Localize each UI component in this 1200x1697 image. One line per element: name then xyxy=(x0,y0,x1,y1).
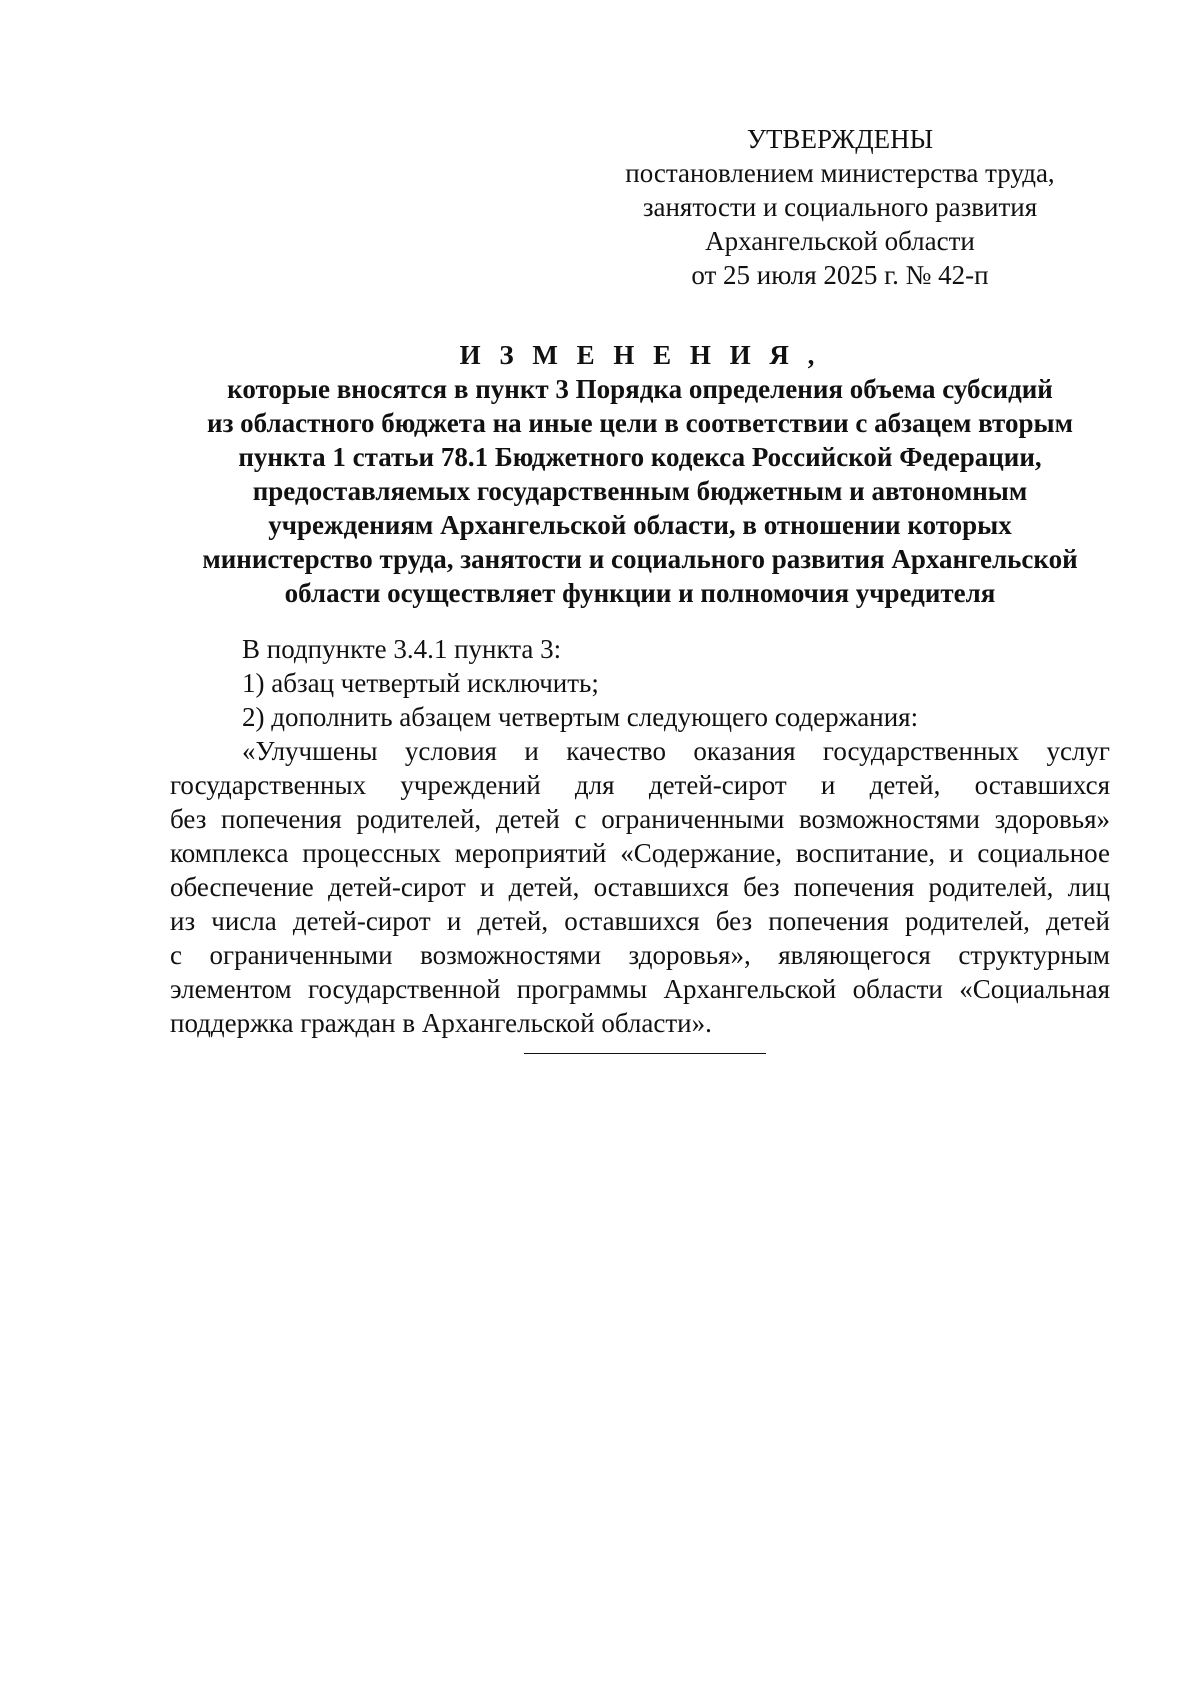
approval-stamp-block xyxy=(600,122,1080,292)
quote-line: без попечения родителей, детей с ограниченными возможностями здоровья» xyxy=(170,804,1110,834)
approval-line: постановлением министерства труда, xyxy=(625,158,1055,188)
approval-line: Архангельской области xyxy=(705,226,975,256)
approval-line: занятости и социального развития xyxy=(642,192,1038,222)
heading-line: учреждениям Архангельской области, в отношении которых xyxy=(268,510,1012,540)
heading-line: министерство труда, занятости и социального развития Архангельской xyxy=(202,544,1078,574)
end-separator-line xyxy=(524,1053,766,1054)
quote-line: обеспечение детей-сирот и детей, оставшихся без попечения родителей, лиц xyxy=(170,872,1110,902)
quote-line: с ограниченными возможностями здоровья», являющегося структурным xyxy=(170,940,1110,970)
quote-line-last: поддержка граждан в Архангельской области». xyxy=(170,1008,712,1038)
body-item-1: 1) абзац четвертый исключить; xyxy=(242,668,599,698)
heading-line: пункта 1 статьи 78.1 Бюджетного кодекса Российской Федерации, xyxy=(238,442,1042,472)
approval-title: УТВЕРЖДЕНЫ xyxy=(746,124,934,154)
heading-line: области осуществляет функции и полномочия учредителя xyxy=(284,578,996,608)
approval-date-number: от 25 июля 2025 г. № 42-п xyxy=(691,260,989,290)
body-intro: В подпункте 3.4.1 пункта 3: xyxy=(242,634,562,664)
quote-line: «Улучшены условия и качество оказания государственных услуг xyxy=(242,736,1110,766)
document-title: И З М Е Н Е Н И Я , xyxy=(459,340,821,370)
quote-line: государственных учреждений для детей-сирот и детей, оставшихся xyxy=(170,770,1110,800)
quote-line: элементом государственной программы Архангельской области «Социальная xyxy=(170,974,1110,1004)
document-body xyxy=(170,632,1110,1040)
document-heading xyxy=(160,338,1120,610)
quote-line: комплекса процессных мероприятий «Содержание, воспитание, и социальное xyxy=(170,838,1110,868)
body-item-2: 2) дополнить абзацем четвертым следующего содержания: xyxy=(242,702,919,732)
quote-line: из числа детей-сирот и детей, оставшихся без попечения родителей, детей xyxy=(170,906,1110,936)
heading-line: из областного бюджета на иные цели в соответствии с абзацем вторым xyxy=(207,408,1073,438)
heading-line: предоставляемых государственным бюджетным и автономным xyxy=(252,476,1028,506)
heading-line: которые вносятся в пункт 3 Порядка определения объема субсидий xyxy=(227,374,1053,404)
